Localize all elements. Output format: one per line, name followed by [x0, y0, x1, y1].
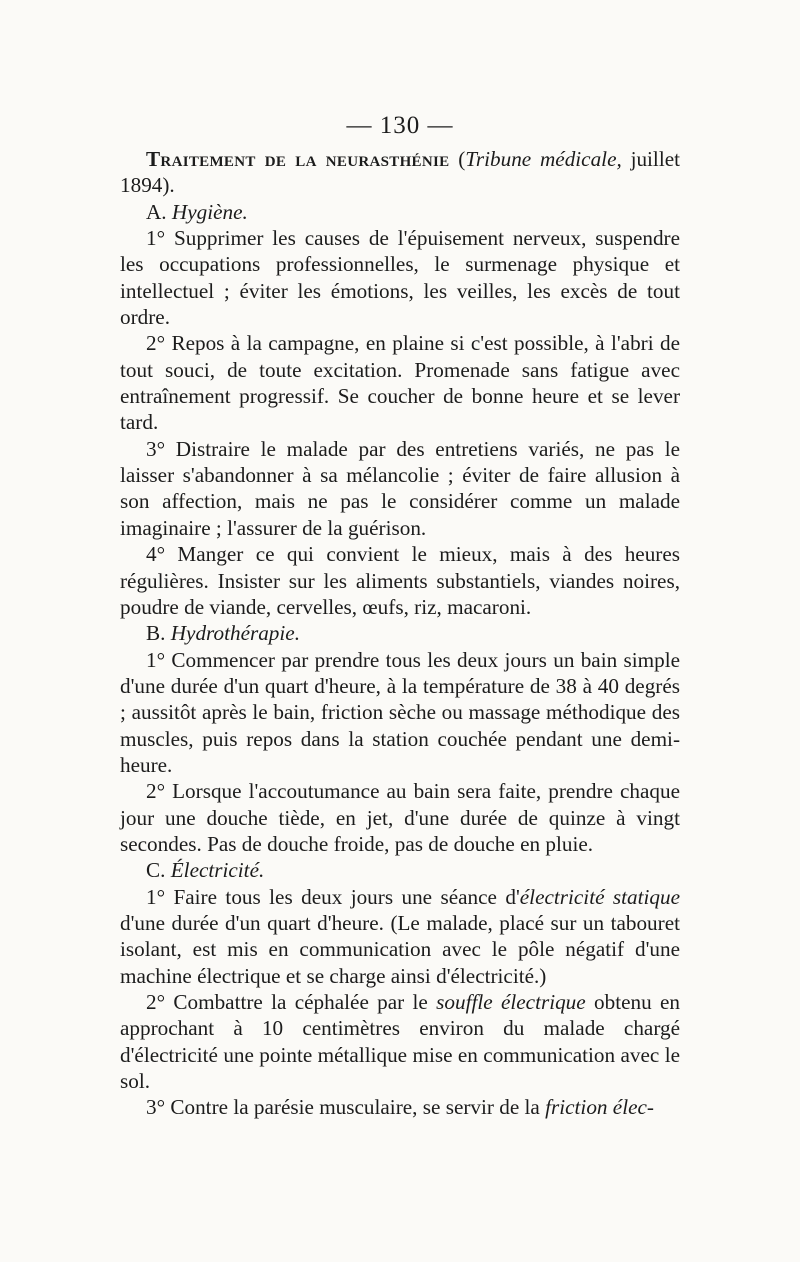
paragraph-a4: 4° Manger ce qui convient le mieux, mais à des heures régulières. Insister sur les aliments substantiels, viandes noires, poudre de viande, cervelles, œufs, riz, macaroni.: [120, 542, 680, 619]
article-title: Traitement de la neurasthénie (Tribune médicale, juillet 1894).: [120, 147, 681, 198]
title-source: Tribune médicale,: [465, 147, 622, 171]
paragraph-c3: 3° Contre la parésie musculaire, se servir de la friction élec-: [146, 1095, 654, 1120]
section-heading-b: B. Hydrothérapie.: [146, 621, 300, 646]
paragraph-c2: 2° Combattre la céphalée par le souffle électrique obtenu en approchant à 10 centimètres environ du malade chargé d'électricité une pointe métallique mise en communication avec le sol.: [120, 990, 680, 1094]
paragraph-c1: 1° Faire tous les deux jours une séance d'électricité statique d'une durée d'un quart d'heure. (Le malade, placé sur un tabouret isolant, est mis en communication avec le pôle négatif d'une machine électrique et se charge ainsi d'électricité.): [120, 884, 680, 988]
paragraph-b2: 2° Lorsque l'accoutumance au bain sera faite, prendre chaque jour une douche tiède, en jet, d'une durée de quinze à vingt secondes. Pas de douche froide, pas de douche en pluie.: [120, 779, 680, 856]
section-heading-a: A. Hygiène.: [146, 199, 248, 224]
page-body: [120, 146, 680, 1121]
title-lead: Traitement de la neurasthénie: [146, 147, 450, 171]
section-heading-c: C. Électricité.: [146, 858, 265, 883]
paragraph-b1: 1° Commencer par prendre tous les deux jours un bain simple d'une durée d'un quart d'heure, à la température de 38 à 40 degrés ; aussitôt après le bain, friction sèche ou massage méthodique des muscles, puis repos dans la station couchée pendant une demi-heure.: [120, 647, 680, 777]
paragraph-a1: 1° Supprimer les causes de l'épuisement nerveux, suspendre les occupations professionnelles, le surmenage physique et intellectuel ; éviter les émotions, les veilles, les excès de tout ordre.: [120, 226, 680, 330]
page-number: — 130 —: [346, 112, 454, 139]
paragraph-a3: 3° Distraire le malade par des entretiens variés, ne pas le laisser s'abandonner à sa mélancolie ; éviter de faire allusion à son affection, mais ne pas le considérer comme un malade imaginaire ; l'assurer de la guérison.: [120, 436, 680, 540]
paragraph-a2: 2° Repos à la campagne, en plaine si c'est possible, à l'abri de tout souci, de toute excitation. Promenade sans fatigue avec entraînement progressif. Se coucher de bonne heure et se lever tard.: [120, 331, 680, 435]
